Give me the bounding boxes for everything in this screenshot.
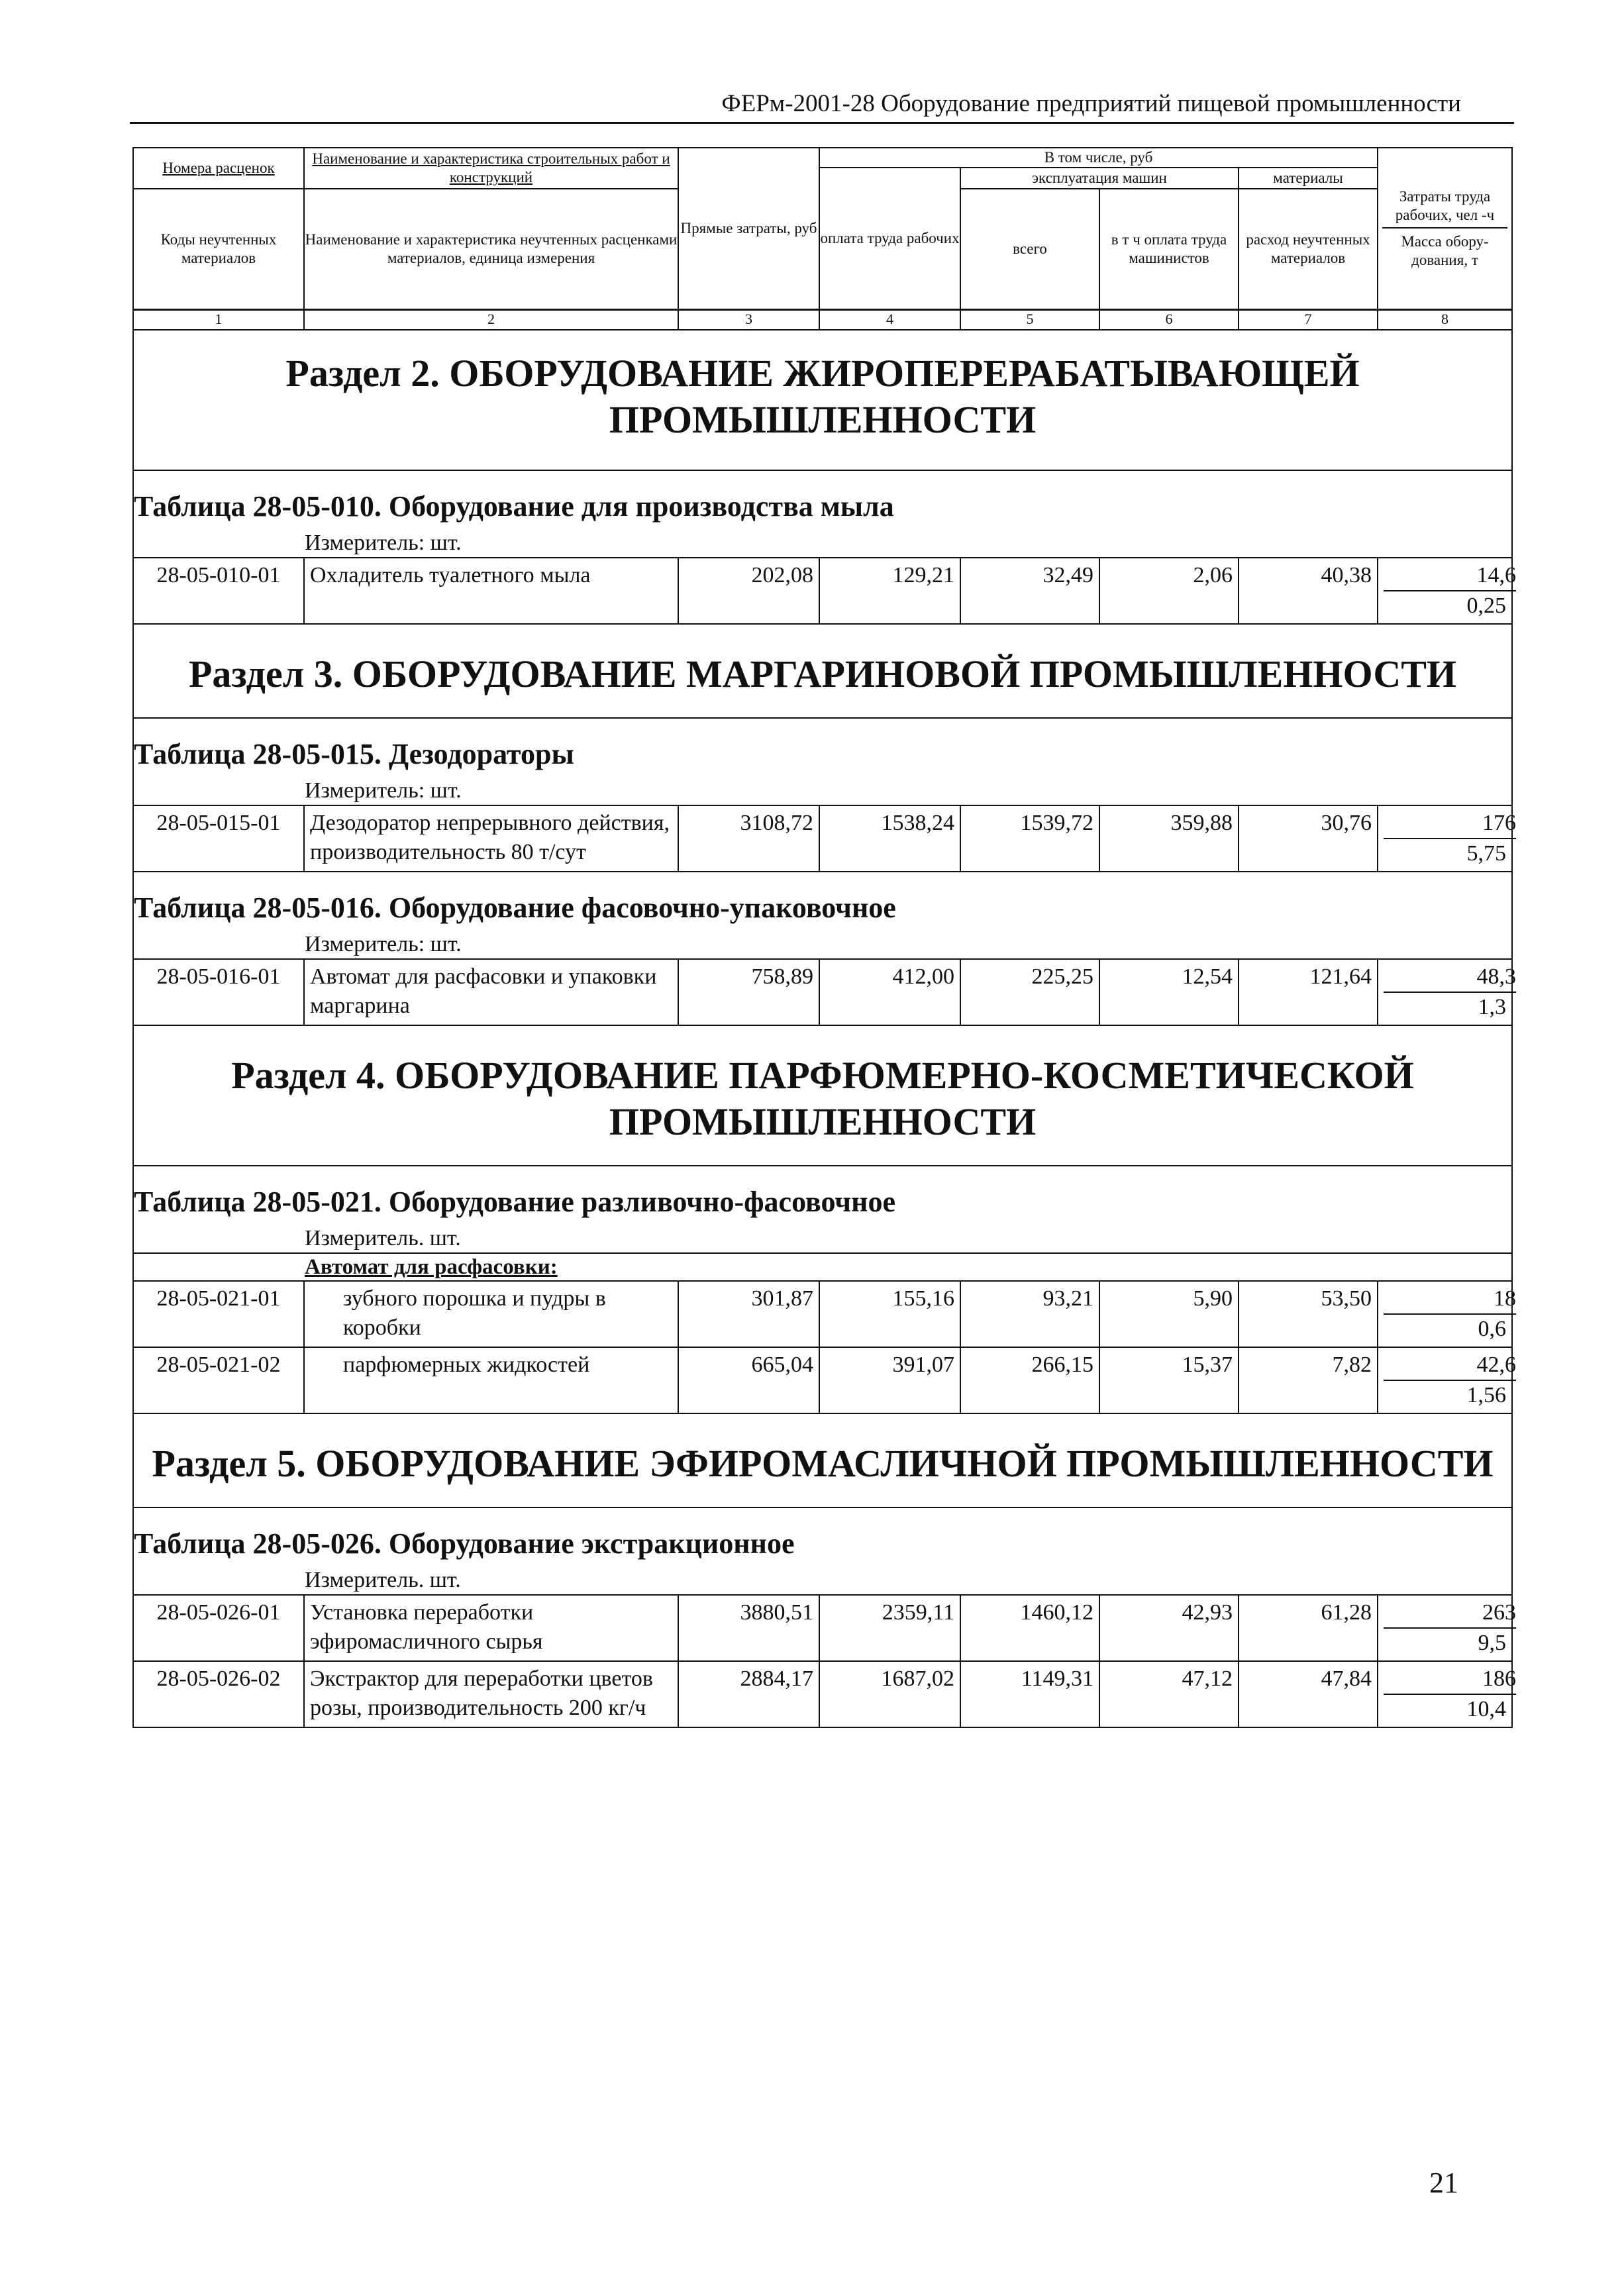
machinist-pay: 15,37 [1099,1347,1239,1413]
labor-hours: 18 [1384,1284,1516,1315]
table-row [133,805,1512,872]
direct-costs: 2884,17 [678,1661,819,1727]
table-header-row-1 [133,148,1512,168]
header-work-name: Наименование и характеристика строительных работ и конструкций [304,148,678,189]
equipment-mass: 10,4 [1466,1697,1507,1721]
table-title: Таблица 28-05-015. Дезодораторы [133,718,1512,777]
worker-pay: 1538,24 [819,805,960,872]
labor-hours-and-mass [1378,1661,1517,1727]
labor-hours-and-mass [1378,1595,1517,1661]
header-worker-pay: оплата труда рабочих [819,168,960,310]
rate-name: Охладитель туалетного мыла [304,558,678,624]
rate-code: 28-05-010-01 [133,558,304,624]
labor-hours-and-mass [1378,558,1517,624]
equipment-mass: 5,75 [1466,841,1507,866]
header-rate-numbers: Номера расценок [133,148,304,189]
group-subheading: Автомат для расфасовки: [133,1253,1512,1281]
equipment-mass: 0,6 [1478,1317,1507,1341]
rate-name: Автомат для расфасовки и упаковки маргарина [304,959,678,1025]
worker-pay: 129,21 [819,558,960,624]
worker-pay: 1687,02 [819,1661,960,1727]
unit-of-measure: Измеритель: шт. [133,529,1512,558]
labor-hours: 176 [1384,809,1516,839]
worker-pay: 412,00 [819,959,960,1025]
header-material-consumption: расход неучтенных материалов [1239,189,1378,310]
machinist-pay: 47,12 [1099,1661,1239,1727]
rate-code: 28-05-021-02 [133,1347,304,1413]
table-row [133,1347,1512,1413]
machine-total: 1460,12 [960,1595,1099,1661]
section-heading: Раздел 3. ОБОРУДОВАНИЕ МАРГАРИНОВОЙ ПРОМЫШЛЕННОСТИ [133,624,1512,718]
rate-name: Дезодоратор непрерывного действия, производительность 80 т/сут [304,805,678,872]
labor-hours-and-mass [1378,959,1517,1025]
labor-hours-and-mass [1378,1347,1517,1413]
running-header [130,89,1514,124]
unit-of-measure: Измеритель. шт. [133,1225,1512,1253]
worker-pay: 391,07 [819,1347,960,1413]
machinist-pay: 2,06 [1099,558,1239,624]
header-labor-and-mass: Затраты труда рабочих, чел -ч Масса обору-дования, т [1378,148,1512,310]
header-machine-operation: эксплуатация машин [960,168,1239,189]
column-number-row: 1 2 3 4 5 6 7 8 [133,310,1512,331]
labor-hours-and-mass [1378,805,1517,872]
table-row [133,558,1512,624]
equipment-mass: 0,25 [1466,593,1507,618]
section-heading: Раздел 4. ОБОРУДОВАНИЕ ПАРФЮМЕРНО-КОСМЕТИЧЕСКОЙ ПРОМЫШЛЕННОСТИ [133,1025,1512,1166]
running-header-title: ФЕРм-2001-28 Оборудование предприятий пищевой промышленности [721,90,1461,117]
table-row [133,1595,1512,1661]
unit-of-measure: Измеритель. шт. [133,1566,1512,1595]
header-machinist-pay: в т ч оплата труда машинистов [1099,189,1239,310]
table-row [133,1661,1512,1727]
rate-name: зубного порошка и пудры в коробки [304,1281,678,1347]
direct-costs: 758,89 [678,959,819,1025]
direct-costs: 301,87 [678,1281,819,1347]
materials-cost: 121,64 [1239,959,1378,1025]
materials-cost: 47,84 [1239,1661,1378,1727]
machinist-pay: 12,54 [1099,959,1239,1025]
materials-cost: 7,82 [1239,1347,1378,1413]
labor-hours: 186 [1384,1664,1516,1695]
rate-code: 28-05-016-01 [133,959,304,1025]
labor-hours: 14,6 [1384,561,1516,591]
unit-of-measure: Измеритель: шт. [133,777,1512,805]
header-machine-total: всего [960,189,1099,310]
header-material-codes: Коды неучтенных материалов [133,189,304,310]
rate-name: парфюмерных жидкостей [304,1347,678,1413]
header-materials: материалы [1239,168,1378,189]
machine-total: 93,21 [960,1281,1099,1347]
header-including: В том числе, руб [819,148,1378,168]
rate-code: 28-05-015-01 [133,805,304,872]
section-heading: Раздел 2. ОБОРУДОВАНИЕ ЖИРОПЕРЕРАБАТЫВАЮЩЕЙ ПРОМЫШЛЕННОСТИ [133,330,1512,470]
equipment-mass: 1,56 [1466,1383,1507,1407]
direct-costs: 665,04 [678,1347,819,1413]
unit-of-measure: Измеритель: шт. [133,931,1512,959]
materials-cost: 30,76 [1239,805,1378,872]
machine-total: 266,15 [960,1347,1099,1413]
header-direct-costs: Прямые затраты, руб [678,148,819,310]
rate-code: 28-05-021-01 [133,1281,304,1347]
machine-total: 1539,72 [960,805,1099,872]
table-row [133,959,1512,1025]
materials-cost: 61,28 [1239,1595,1378,1661]
table-title: Таблица 28-05-010. Оборудование для производства мыла [133,470,1512,529]
machine-total: 1149,31 [960,1661,1099,1727]
machinist-pay: 359,88 [1099,805,1239,872]
rate-name: Экстрактор для переработки цветов розы, производительность 200 кг/ч [304,1661,678,1727]
section-heading: Раздел 5. ОБОРУДОВАНИЕ ЭФИРОМАСЛИЧНОЙ ПРОМЫШЛЕННОСТИ [133,1413,1512,1507]
table-title: Таблица 28-05-021. Оборудование разливочно-фасовочное [133,1166,1512,1225]
table-title: Таблица 28-05-026. Оборудование экстракционное [133,1507,1512,1566]
direct-costs: 3108,72 [678,805,819,872]
rate-code: 28-05-026-02 [133,1661,304,1727]
page-number: 21 [1429,2166,1458,2199]
table-row [133,1281,1512,1347]
machinist-pay: 42,93 [1099,1595,1239,1661]
price-table-sheet [132,147,1517,1728]
price-table [132,147,1517,1728]
labor-hours: 48,3 [1384,962,1516,993]
labor-hours: 263 [1384,1598,1516,1629]
direct-costs: 202,08 [678,558,819,624]
equipment-mass: 1,3 [1478,995,1507,1019]
equipment-mass: 9,5 [1478,1631,1507,1655]
direct-costs: 3880,51 [678,1595,819,1661]
machine-total: 225,25 [960,959,1099,1025]
header-material-names: Наименование и характеристика неучтенных расценками материалов, единица измерения [304,189,678,310]
labor-hours: 42,6 [1384,1350,1516,1381]
materials-cost: 53,50 [1239,1281,1378,1347]
worker-pay: 155,16 [819,1281,960,1347]
machinist-pay: 5,90 [1099,1281,1239,1347]
table-title: Таблица 28-05-016. Оборудование фасовочно-упаковочное [133,872,1512,931]
materials-cost: 40,38 [1239,558,1378,624]
machine-total: 32,49 [960,558,1099,624]
worker-pay: 2359,11 [819,1595,960,1661]
rate-name: Установка переработки эфиромасличного сырья [304,1595,678,1661]
rate-code: 28-05-026-01 [133,1595,304,1661]
labor-hours-and-mass [1378,1281,1517,1347]
